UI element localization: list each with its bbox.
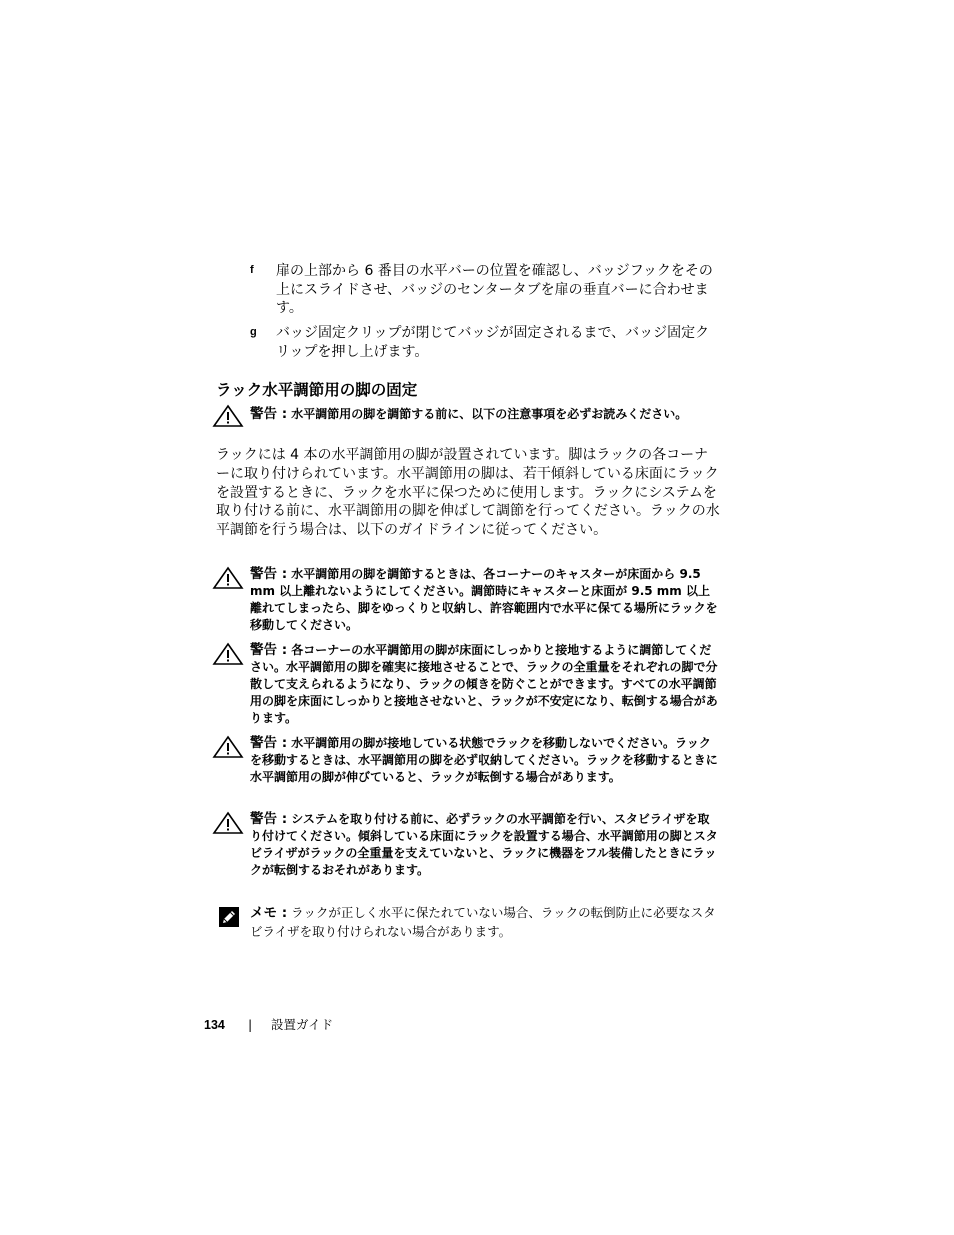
warning-text — [250, 406, 720, 423]
warning-text — [250, 735, 720, 786]
page-number: 134 — [204, 1018, 225, 1032]
warning-body: 水平調節用の脚を調節するときは、各コーナーのキャスターが床面から 9.5 mm 以上離れないようにしてください。調節時にキャスターと床面が 9.5 mm 以上離れてしまったら、脚をゆっくりと収納し、許容範囲内で水平に保てる場所にラックを移動してください。 — [250, 567, 718, 632]
section-heading: ラック水平調節用の脚の固定 — [216, 381, 418, 399]
body-paragraph: ラックには 4 本の水平調節用の脚が設置されています。脚はラックの各コーナーに取り付けられています。水平調節用の脚は、若干傾斜している床面にラックを設置するときに、ラックを水平に保つために使用します。ラックにシステムを取り付ける前に、水平調節用の脚を伸ばして調節を行ってください。ラックの水平調節を行う場合は、以下のガイドラインに従ってください。 — [216, 447, 720, 539]
warning-triangle-icon — [212, 404, 244, 428]
warning-triangle-icon — [212, 566, 244, 590]
warning-text — [250, 566, 720, 634]
step-text: 扉の上部から 6 番目の水平バーの位置を確認し、バッジフックをその上にスライドさせ、バッジのセンタータブを扉の垂直バーに合わせます。 — [276, 263, 713, 316]
warning-triangle-icon — [212, 811, 244, 835]
step-marker: f — [250, 264, 254, 276]
warning-label: 警告 : — [250, 566, 288, 582]
step-text: バッジ固定クリップが閉じてバッジが固定されるまで、バッジ固定クリップを押し上げます。 — [276, 325, 710, 360]
warning-label: 警告 : — [250, 406, 288, 422]
warning-triangle-icon — [212, 642, 244, 666]
warning-label: 警告 : — [250, 735, 288, 751]
warning-triangle-icon — [212, 735, 244, 759]
footer-separator: | — [248, 1017, 253, 1032]
note-label: メモ : — [250, 905, 288, 921]
note-body: ラックが正しく水平に保たれていない場合、ラックの転倒防止に必要なスタビライザを取り付けられない場合があります。 — [250, 905, 716, 939]
warning-body: 各コーナーの水平調節用の脚が床面にしっかりと接地するように調節してください。水平調節用の脚を確実に接地させることで、ラックの全重量をそれぞれの脚で分散して支えられるようになり、ラックの傾きを防ぐことができます。すべての水平調節用の脚を床面にしっかりと接地させないと、ラックが不安定になり、転倒する場合があります。 — [250, 643, 718, 725]
warning-text — [250, 811, 720, 879]
warning-label: 警告 : — [250, 811, 288, 827]
warning-body: 水平調節用の脚が接地している状態でラックを移動しないでください。ラックを移動するときは、水平調節用の脚を必ず収納してください。ラックを移動するときに水平調節用の脚が伸びていると、ラックが転倒する場合があります。 — [250, 736, 718, 784]
warning-label: 警告 : — [250, 642, 288, 658]
warning-text — [250, 642, 720, 727]
step-marker: g — [250, 326, 257, 338]
note-pencil-icon — [218, 906, 240, 928]
warning-body: システムを取り付ける前に、必ずラックの水平調節を行い、スタビライザを取り付けてください。傾斜している床面にラックを設置する場合、水平調節用の脚とスタビライザがラックの全重量を支えていないと、ラックに機器をフル装備したときにラックが転倒するおそれがあります。 — [250, 812, 718, 877]
note-text — [250, 904, 720, 941]
warning-body: 水平調節用の脚を調節する前に、以下の注意事項を必ずお読みください。 — [291, 407, 688, 421]
footer-title: 設置ガイド — [271, 1017, 334, 1032]
